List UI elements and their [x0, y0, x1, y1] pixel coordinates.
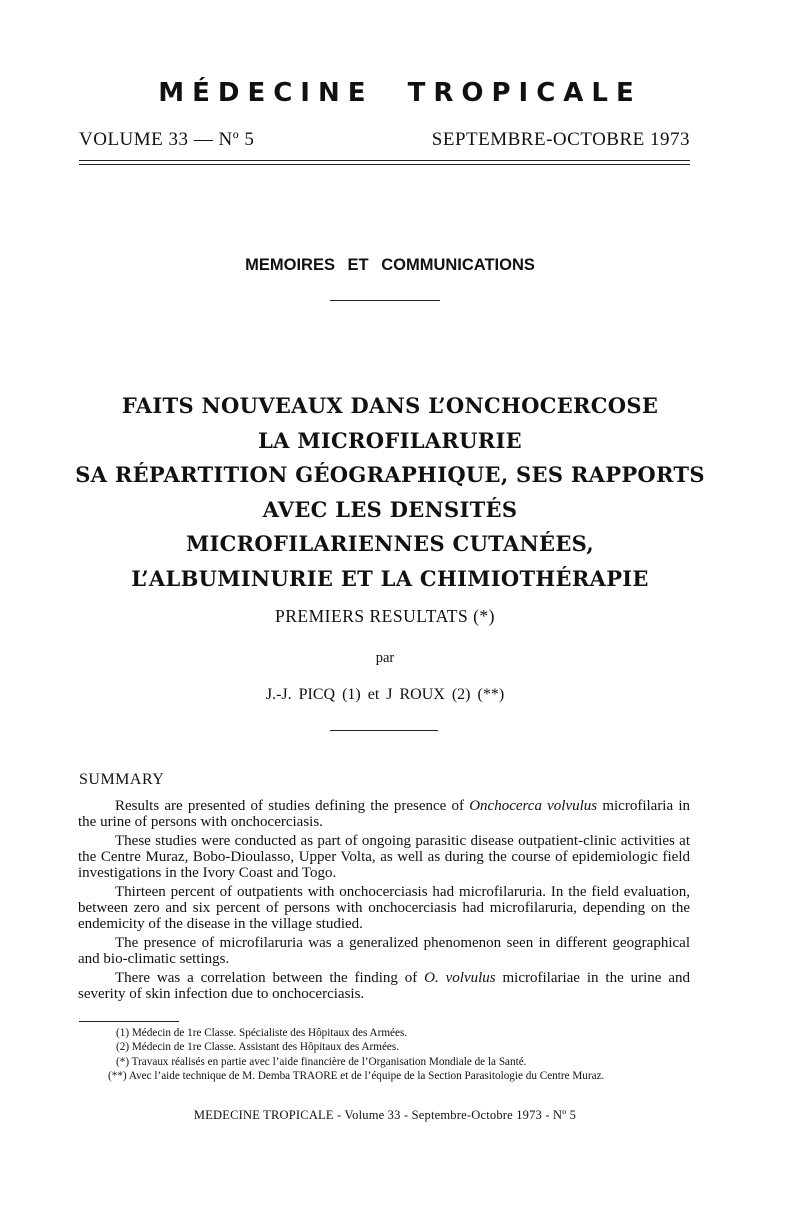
summary-paragraph: These studies were conducted as part of ongoing parasitic disease outpatient-clinic activities at the Centre Muraz, Bobo-Dioulasso, Upper Volta, as well as during the course of epidemiologic field investigations in the Ivory Coast and Togo. — [78, 833, 690, 881]
article-title — [30, 389, 750, 596]
footnote: (1) Médecin de 1re Classe. Spécialiste des Hôpitaux des Armées. — [116, 1027, 408, 1039]
species-name: O. volvulus — [424, 970, 496, 986]
page-footer: MEDECINE TROPICALE - Volume 33 - Septembre-Octobre 1973 - Nº 5 — [193, 1108, 577, 1122]
section-divider — [330, 300, 440, 301]
summary-paragraph: There was a correlation between the finding of O. volvulus microfilariae in the urine and severity of skin infection due to onchocerciasis. — [78, 970, 690, 1002]
summary-paragraph: Thirteen percent of outpatients with onchocerciasis had microfilaruria. In the field evaluation, between zero and six percent of persons with onchocerciasis had microfilaruria, depending on the endemicity of the disease in the village studied. — [78, 884, 690, 932]
footnotes — [78, 1026, 690, 1084]
species-name: Onchocerca volvulus — [469, 798, 598, 814]
title-line: MICROFILARIENNES CUTANÉES, — [185, 531, 594, 556]
title-line: FAITS NOUVEAUX DANS L’ONCHOCERCOSE — [121, 393, 659, 418]
header-rule-top — [79, 160, 690, 161]
summary-paragraph: Results are presented of studies defining the presence of Onchocerca volvulus microfilaria in the urine of persons with onchocerciasis. — [78, 798, 691, 830]
footnote: (2) Médecin de 1re Classe. Assistant des Hôpitaux des Armées. — [116, 1041, 400, 1054]
title-line: LA MICROFILARURIE — [258, 427, 522, 453]
header-rule-bottom — [79, 164, 690, 165]
summary-heading: SUMMARY — [79, 771, 165, 788]
article-subtitle: PREMIERS RESULTATS (*) — [275, 606, 495, 626]
author-divider — [330, 730, 438, 731]
title-line: L’ALBUMINURIE ET LA CHIMIOTHÉRAPIE — [131, 565, 649, 591]
volume-number: VOLUME 33 — Nº 5 — [79, 129, 255, 150]
journal-title: MÉDECINE TROPICALE — [158, 78, 642, 108]
footnote: (*) Travaux réalisés en partie avec l’aide financière de l’Organisation Mondiale de la Santé. — [116, 1055, 527, 1068]
author-line: J.-J. PICQ (1) et J ROUX (2) (**) — [265, 686, 505, 703]
title-line: AVEC LES DENSITÉS — [262, 496, 518, 522]
footnote: (**) Avec l’aide technique de M. Demba TRAORE et de l’équipe de la Section Parasitologie du Centre Muraz. — [108, 1070, 605, 1083]
footnote-rule — [79, 1021, 179, 1022]
by-label: par — [375, 650, 395, 666]
issue-date: SEPTEMBRE-OCTOBRE 1973 — [431, 129, 690, 150]
summary-body — [78, 798, 690, 1005]
section-heading: MEMOIRES ET COMMUNICATIONS — [245, 256, 535, 274]
title-line: SA RÉPARTITION GÉOGRAPHIQUE, SES RAPPORTS — [75, 462, 705, 487]
summary-paragraph: The presence of microfilaruria was a generalized phenomenon seen in different geographical and bio-climatic settings. — [78, 935, 690, 967]
